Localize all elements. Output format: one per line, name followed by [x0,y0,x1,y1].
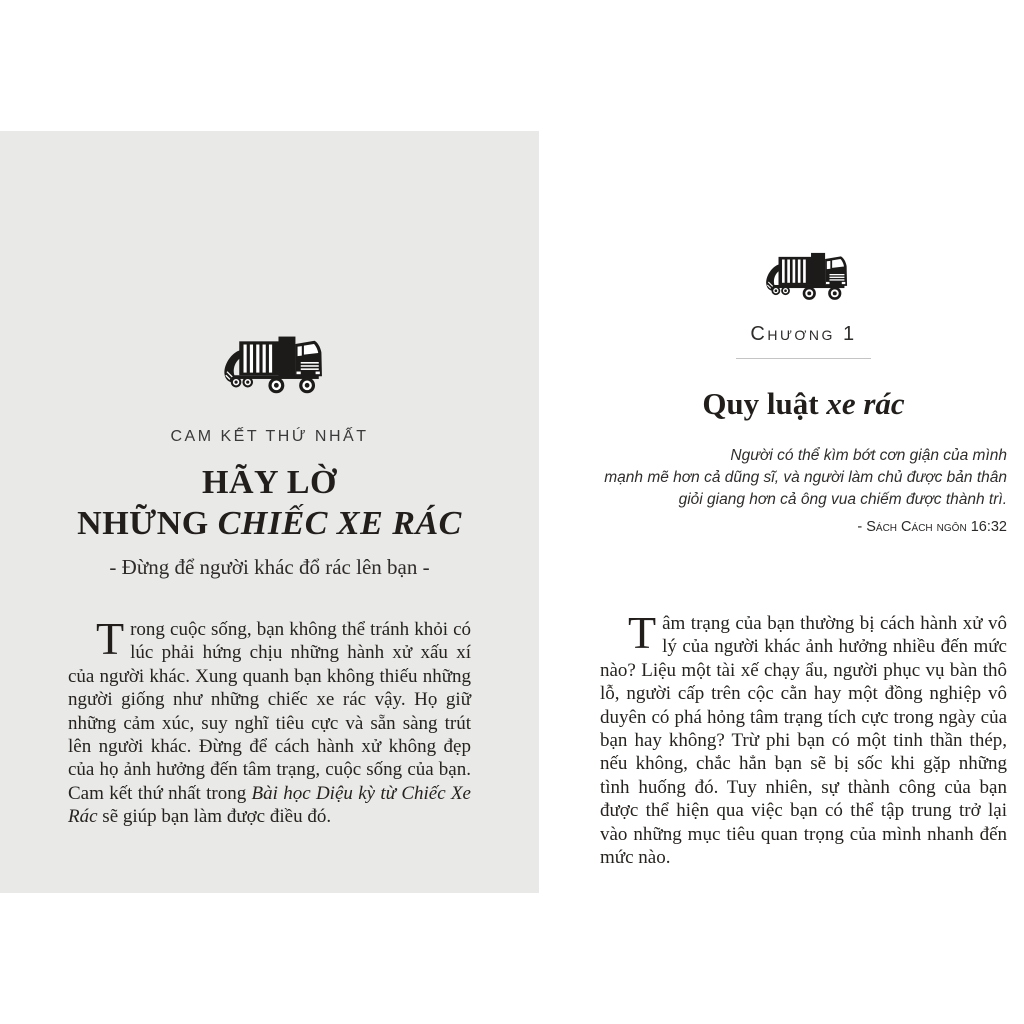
left-page-subtitle: - Đừng để người khác đổ rác lên bạn - [109,555,430,579]
garbage-truck-icon [217,327,323,397]
drop-cap: T [96,613,125,664]
epigraph-attribution [600,516,1007,538]
title-line-2 [77,505,462,542]
attribution-source: Sách Cách ngôn [866,519,967,535]
epigraph-line: giỏi giang hơn cả ông vua chiếm được thành trì. [678,491,1007,508]
chapter-label: Chương 1 [750,323,857,345]
title-line-2-regular: NHỮNG [77,505,218,542]
epigraph-line: mạnh mẽ hơn cả dũng sĩ, và người làm chủ được bản thân [604,469,1007,486]
garbage-truck-icon [760,245,848,303]
commitment-kicker: CAM KẾT THỨ NHẤT [170,428,369,445]
paragraph-text: sẽ giúp bạn làm được điều đó. [97,806,332,828]
left-page-title [0,462,539,544]
left-page-paragraph [68,613,471,829]
chapter-title-italic: xe rác [826,386,905,421]
epigraph-line: Người có thể kìm bớt cơn giận của mình [730,447,1007,464]
chapter-divider-rule [736,358,871,359]
garbage-truck-icon [600,245,1007,308]
attribution-reference: 16:32 [966,519,1007,535]
attribution-dash: - [857,519,867,535]
title-line-2-italic: CHIẾC XE RÁC [217,505,462,542]
right-page [539,131,1024,893]
paragraph-text: rong cuộc sống, bạn không thể tránh khỏi có lúc phải hứng chịu những hành xử xấu xí của người khác. Xung quanh bạn không thiếu những người giống như những chiếc xe rác vậy. Họ giữ những cảm xúc, suy nghĩ tiêu cực và sẵn sàng trút lên người khác. Đừng để cách hành xử không đẹp của họ ảnh hưởng đến tâm trạng, cuộc sống của bạn. Cam kết thứ nhất trong [68,619,471,804]
drop-cap: T [628,607,657,658]
title-line-1: HÃY LỜ [202,464,337,501]
book-title-italic: Bài học Diệu kỳ từ Chiếc Xe Rác [68,782,471,828]
paragraph-text: âm trạng của bạn thường bị cách hành xử vô lý của người khác ảnh hưởng nhiều đến mức nào? Liệu một tài xế chạy ẩu, người phục vụ bàn thô lỗ, người cấp trên cộc cằn hay một đồng nghiệp vô duyên có phá hỏng tâm trạng tích cực trong ngày của bạn hay không? Trừ phi bạn có một tinh thần thép, nếu không, chắc hẳn bạn sẽ bị sốc khi gặp những tình huống đó. Tuy nhiên, sự thành công của bạn được thể hiện qua việc bạn có thể tập trung trở lại vào những mục tiêu quan trọng của mình nhanh đến mức nào. [600,613,1007,869]
left-page [0,131,539,893]
epigraph [600,445,1007,538]
chapter-title-regular: Quy luật [702,386,827,421]
right-page-paragraph [600,607,1007,869]
garbage-truck-icon [0,327,539,402]
chapter-title [600,386,1007,422]
